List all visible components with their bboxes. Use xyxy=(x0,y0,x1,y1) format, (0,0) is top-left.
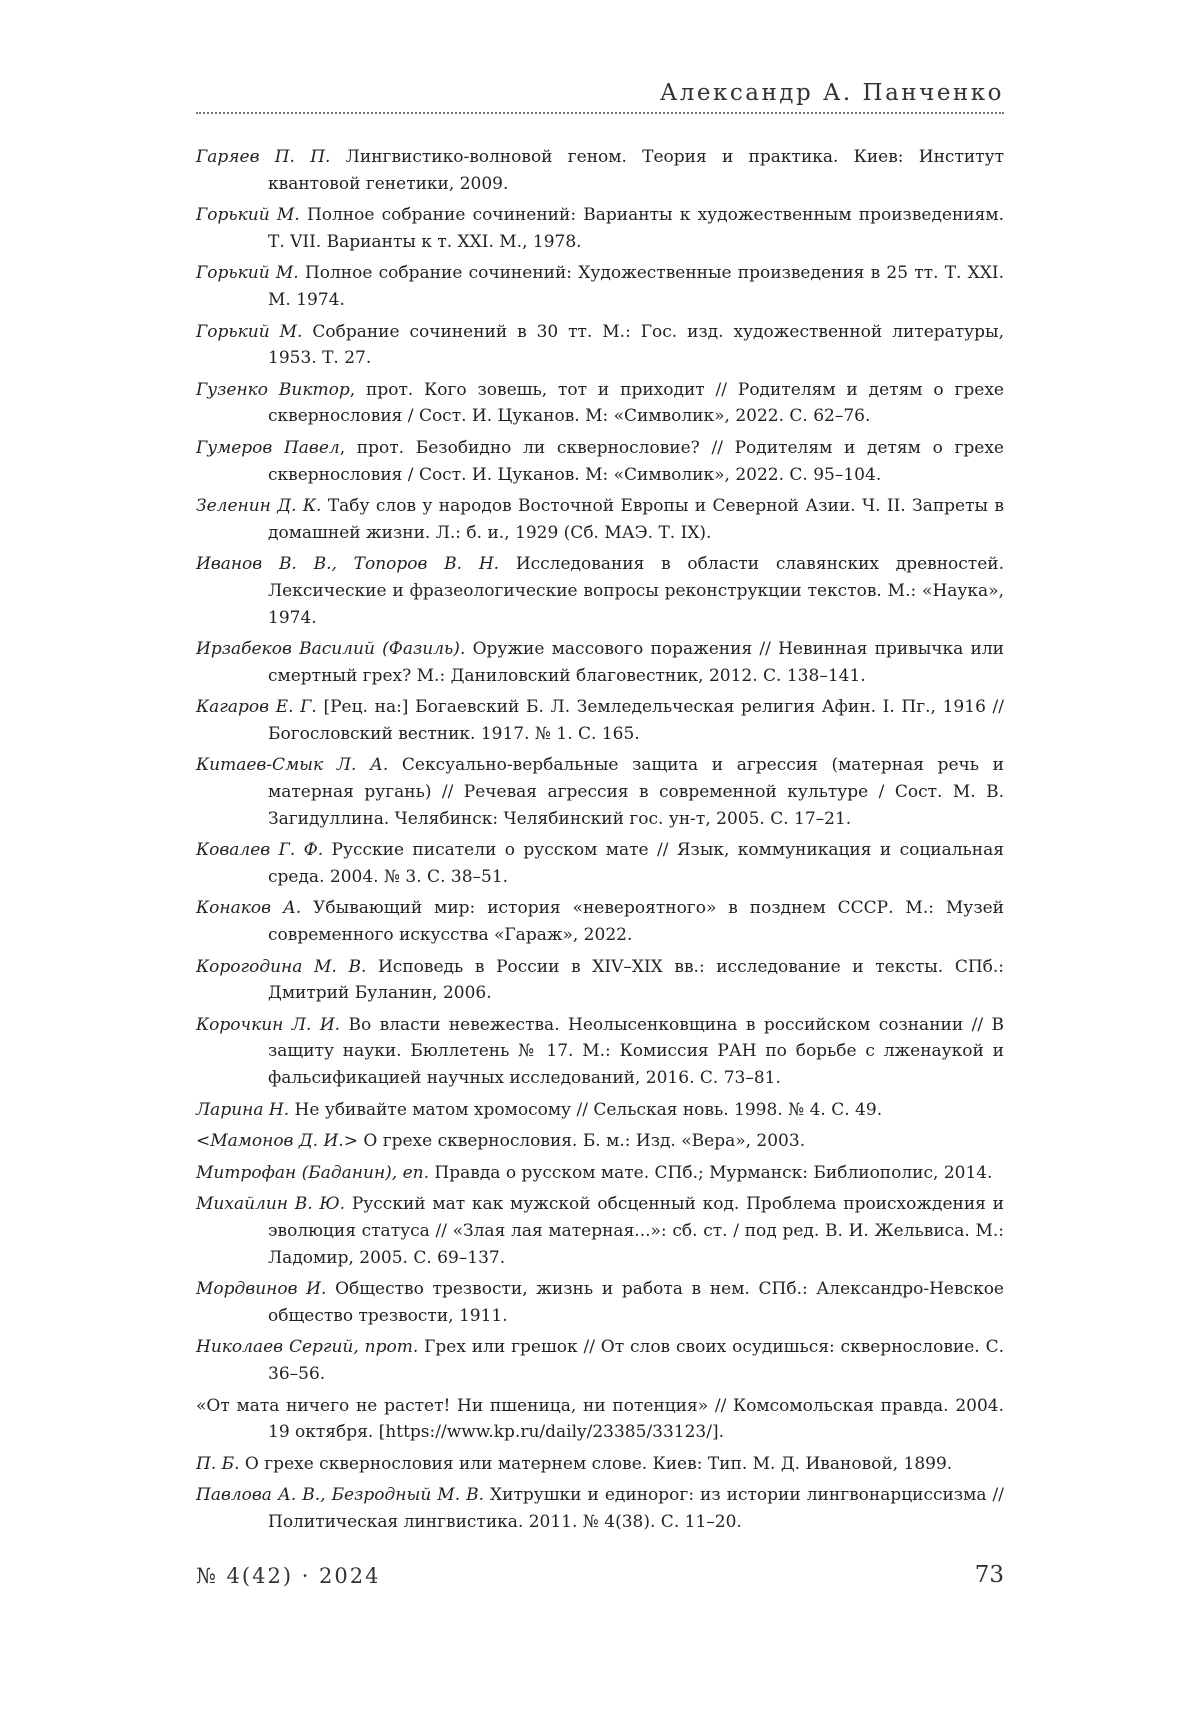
reference-entry xyxy=(196,144,1004,197)
reference-entry xyxy=(196,319,1004,372)
reference-author: Кагаров Е. Г. xyxy=(196,697,317,718)
reference-author: Ларина Н. xyxy=(196,1099,290,1120)
reference-author: Иванов В. В., Топоров В. Н. xyxy=(196,554,500,575)
reference-author: Корогодина М. В. xyxy=(196,956,367,977)
reference-author: Митрофан (Баданин), еп. xyxy=(196,1162,430,1183)
reference-author: Зеленин Д. К. xyxy=(196,496,322,517)
reference-entry xyxy=(196,1012,1004,1092)
reference-entry xyxy=(196,895,1004,948)
reference-author: Ирзабеков Василий (Фазиль). xyxy=(196,639,466,660)
reference-text: О грехе сквернословия. Б. м.: Изд. «Вера», 2003. xyxy=(357,1131,806,1152)
reference-text: Оружие массового поражения // Невинная привычка или смертный грех? М.: Даниловский благовестник, 2012. С. 138–141. xyxy=(268,639,1005,686)
reference-text: Собрание сочинений в 30 тт. М.: Гос. изд. художественной литературы, 1953. Т. 27. xyxy=(268,321,1004,369)
reference-entry xyxy=(196,1191,1004,1271)
reference-text: , прот. Безобидно ли сквернословие? // Родителям и детям о грехе сквернословия / Сост. И. Цуканов. М: «Символик», 2022. С. 95–104. xyxy=(268,437,1004,485)
reference-text: Русские писатели о русском мате // Язык, коммуникация и социальная среда. 2004. № 3. С. 38–51. xyxy=(268,840,1004,887)
reference-text: , прот. Кого зовешь, тот и приходит // Родителям и детям о грехе сквернословия / Сост. И. Цуканов. М: «Символик», 2022. С. 62–76. xyxy=(268,379,1004,427)
reference-entry xyxy=(196,694,1004,747)
reference-author: П. Б. xyxy=(196,1453,240,1474)
reference-entry xyxy=(196,493,1004,546)
reference-text: Лингвистико-волновой геном. Теория и практика. Киев: Институт квантовой генетики, 2009. xyxy=(268,147,1004,194)
reference-author: Конаков А. xyxy=(196,898,302,919)
header-dotted-rule xyxy=(196,112,1004,114)
reference-text: Хитрушки и единорог: из истории лингвонарциссизма // Политическая лингвистика. 2011. № 4(38). С. 11–20. xyxy=(268,1485,1004,1532)
reference-entry xyxy=(196,1097,1004,1124)
reference-author: Горький М. xyxy=(196,205,300,226)
reference-author: Ковалев Г. Ф. xyxy=(196,840,324,861)
reference-author: Павлова А. В., Безродный М. В. xyxy=(196,1485,485,1506)
reference-text: О грехе сквернословия или матернем слове. Киев: Тип. М. Д. Ивановой, 1899. xyxy=(239,1453,953,1474)
reference-entry xyxy=(196,1128,1004,1155)
reference-author: Гаряев П. П. xyxy=(196,147,331,167)
reference-author: Николаев Сергий, прот. xyxy=(196,1337,419,1358)
page-number: 73 xyxy=(974,1562,1004,1588)
reference-text: Полное собрание сочинений: Художественные произведения в 25 тт. Т. XXI. М. 1974. xyxy=(268,263,1004,310)
reference-entry xyxy=(196,954,1004,1007)
reference-text: Сексуально-вербальные защита и агрессия (матерная речь и матерная ругань) // Речевая агрессия в современной культуре / Сост. М. В. Загидуллина. Челябинск: Челябинский гос. ун-т, 2005. С. 17–21. xyxy=(268,755,1004,829)
reference-text: Убывающий мир: история «невероятного» в позднем СССР. М.: Музей современного искусства «Гараж», 2022. xyxy=(268,898,1004,946)
reference-text: Табу слов у народов Восточной Европы и Северной Азии. Ч. II. Запреты в домашней жизни. Л.: б. и., 1929 (Сб. МАЭ. Т. IX). xyxy=(268,496,1004,543)
reference-text: Во власти невежества. Неолысенковщина в российском сознании // В защиту науки. Бюллетень № 17. М.: Комиссия РАН по борьбе с лженаукой и фальсификацией научных исследований, 2016. С. 73–81. xyxy=(268,1014,1004,1088)
reference-entry xyxy=(196,260,1004,313)
reference-author: Горький М. xyxy=(196,263,299,284)
reference-entry xyxy=(196,551,1004,631)
reference-author: <Мамонов Д. И.> xyxy=(196,1131,358,1152)
reference-text: Правда о русском мате. СПб.; Мурманск: Библиополис, 2014. xyxy=(429,1162,993,1183)
reference-entry xyxy=(196,636,1004,689)
reference-author: Мордвинов И. xyxy=(196,1279,327,1300)
issue-number: № 4(42) · 2024 xyxy=(196,1564,381,1588)
reference-author: Горький М. xyxy=(196,321,303,342)
reference-author: Гумеров Павел xyxy=(196,437,340,458)
reference-entry xyxy=(196,1160,1004,1187)
reference-list xyxy=(196,144,1004,1541)
reference-text: Грех или грешок // От слов своих осудишься: сквернословие. С. 36–56. xyxy=(268,1337,1004,1384)
reference-entry xyxy=(196,1276,1004,1329)
reference-author: Гузенко Виктор xyxy=(196,379,350,400)
reference-entry xyxy=(196,1482,1004,1535)
reference-entry xyxy=(196,1451,1004,1478)
reference-entry xyxy=(196,377,1004,430)
reference-author: Китаев-Смык Л. А. xyxy=(196,755,389,776)
running-head: Александр А. Панченко xyxy=(659,80,1004,106)
reference-text: [Рец. на:] Богаевский Б. Л. Земледельческая религия Афин. I. Пг., 1916 // Богословский вестник. 1917. № 1. С. 165. xyxy=(268,697,1004,744)
reference-text: Русский мат как мужской обсценный код. Проблема происхождения и эволюция статуса // «Злая лая матерная...»: сб. ст. / под ред. В. И. Жельвиса. М.: Ладомир, 2005. С. 69–137. xyxy=(268,1194,1004,1268)
reference-entry xyxy=(196,202,1004,255)
reference-text: Полное собрание сочинений: Варианты к художественным произведениям. Т. VII. Варианты к т. XXI. М., 1978. xyxy=(268,205,1004,252)
reference-text: Исследования в области славянских древностей. Лексические и фразеологические вопросы реконструкции текстов. М.: «Наука», 1974. xyxy=(268,554,1005,628)
reference-text: Не убивайте матом хромосому // Сельская новь. 1998. № 4. С. 49. xyxy=(289,1099,883,1120)
reference-text: «От мата ничего не растет! Ни пшеница, ни потенция» // Комсомольская правда. 2004. 19 октября. [https://www.kp.ru/daily/23385/33123/]. xyxy=(196,1395,1004,1443)
reference-text: Исповедь в России в XIV–XIX вв.: исследование и тексты. СПб.: Дмитрий Буланин, 2006. xyxy=(268,956,1005,1004)
reference-text: Общество трезвости, жизнь и работа в нем. СПб.: Александро-Невское общество трезвости, 1911. xyxy=(268,1279,1004,1326)
reference-entry xyxy=(196,435,1004,488)
reference-author: Михайлин В. Ю. xyxy=(196,1194,346,1215)
reference-entry xyxy=(196,752,1004,832)
reference-entry xyxy=(196,837,1004,890)
reference-entry xyxy=(196,1393,1004,1446)
reference-author: Корочкин Л. И. xyxy=(196,1014,341,1035)
reference-entry xyxy=(196,1334,1004,1387)
